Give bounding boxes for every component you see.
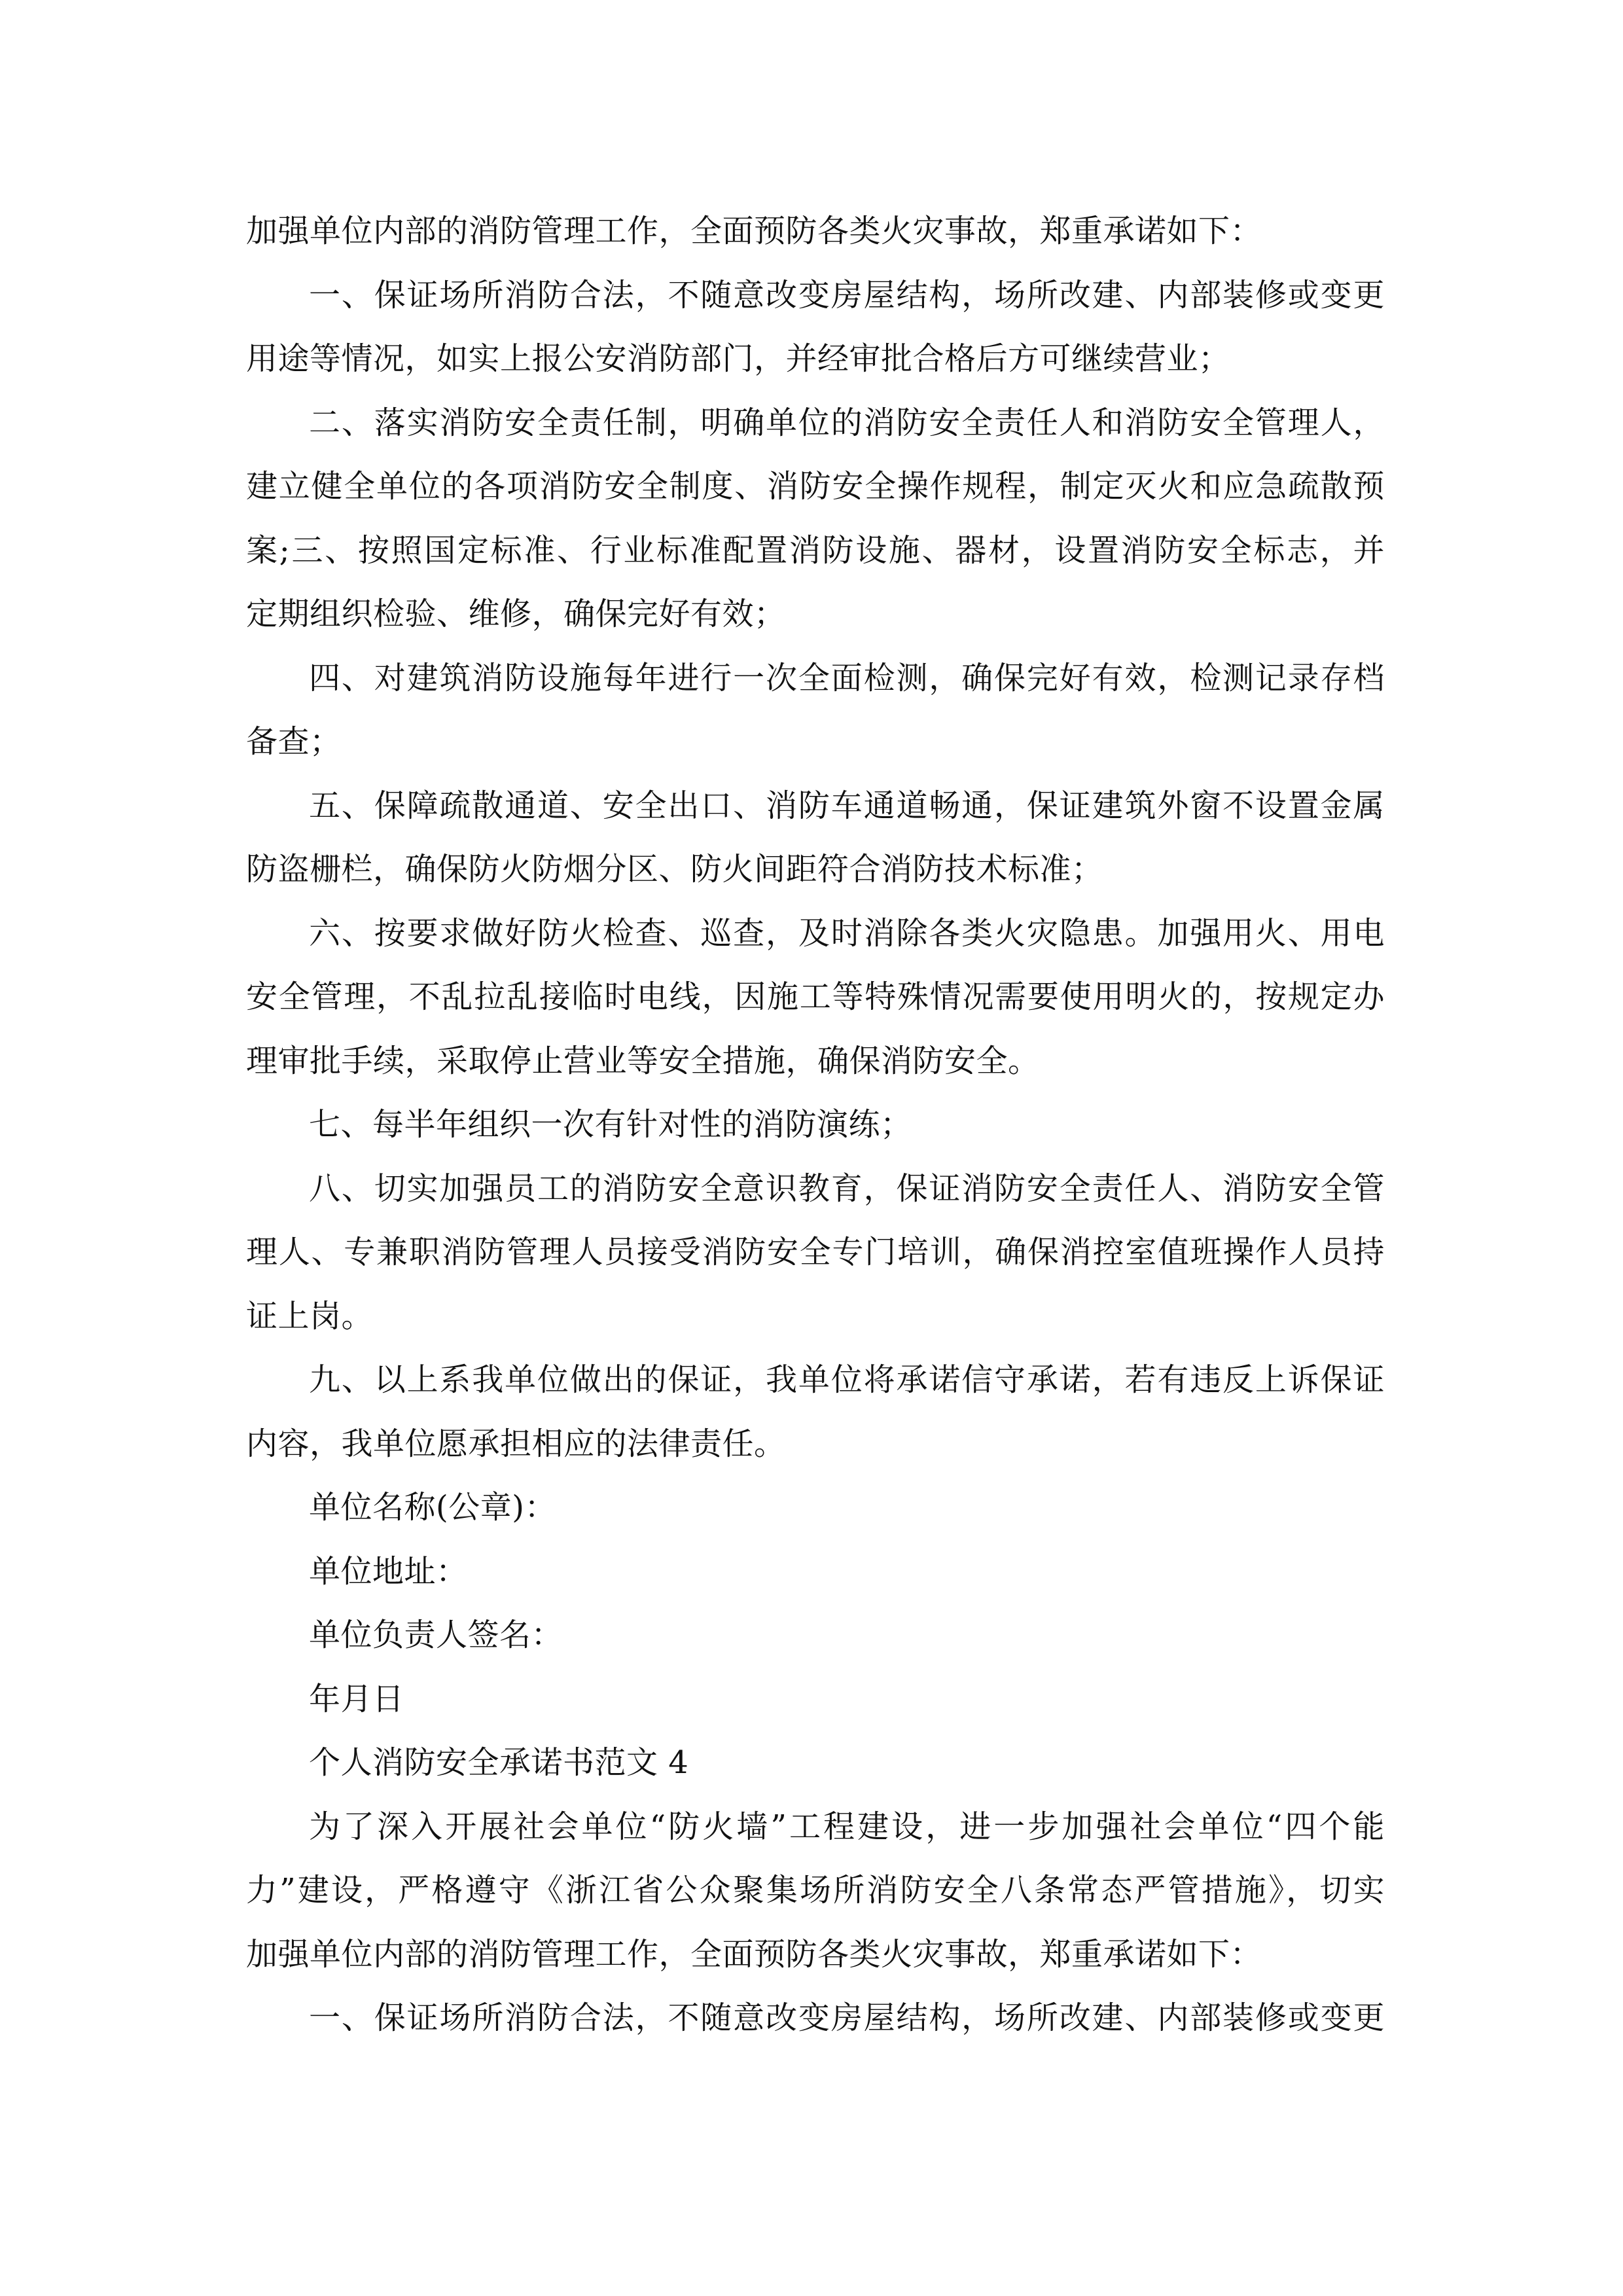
text-line: 定期组织检验、维修，确保完好有效； bbox=[246, 596, 786, 632]
text-line: 年月日 bbox=[309, 1680, 404, 1717]
text-line: 备查； bbox=[246, 723, 342, 760]
text-line: 加强单位内部的消防管理工作，全面预防各类火灾事故，郑重承诺如下： bbox=[246, 1935, 1262, 1973]
text-line: 个人消防安全承诺书范文 4 bbox=[309, 1744, 689, 1781]
text-line: 八、切实加强员工的消防安全意识教育，保证消防安全责任人、消防安全管 bbox=[309, 1170, 1385, 1207]
text-line: 二、落实消防安全责任制，明确单位的消防安全责任人和消防安全管理人， bbox=[309, 404, 1385, 441]
text-line: 单位地址： bbox=[309, 1552, 468, 1590]
text-line: 用途等情况，如实上报公安消防部门，并经审批合格后方可继续营业； bbox=[246, 340, 1230, 377]
text-line: 单位负责人签名： bbox=[309, 1617, 563, 1653]
text-line: 建立健全单位的各项消防安全制度、消防安全操作规程，制定灭火和应急疏散预 bbox=[246, 468, 1385, 505]
text-line: 单位名称(公章)： bbox=[309, 1489, 556, 1526]
text-line: 九、以上系我单位做出的保证，我单位将承诺信守承诺，若有违反上诉保证 bbox=[309, 1361, 1385, 1398]
text-line: 内容，我单位愿承担相应的法律责任。 bbox=[246, 1425, 786, 1462]
text-line: 理审批手续，采取停止营业等安全措施，确保消防安全。 bbox=[246, 1042, 1040, 1079]
text-line: 四、对建筑消防设施每年进行一次全面检测，确保完好有效，检测记录存档 bbox=[309, 659, 1385, 696]
text-line: 六、按要求做好防火检查、巡查，及时消除各类火灾隐患。加强用火、用电 bbox=[309, 914, 1385, 952]
text-line: 加强单位内部的消防管理工作，全面预防各类火灾事故，郑重承诺如下： bbox=[246, 213, 1262, 249]
text-line: 防盗栅栏，确保防火防烟分区、防火间距符合消防技术标准； bbox=[246, 851, 1103, 888]
text-line: 安全管理，不乱拉乱接临时电线，因施工等特殊情况需要使用明火的，按规定办 bbox=[246, 978, 1385, 1015]
text-line: 一、保证场所消防合法，不随意改变房屋结构，场所改建、内部装修或变更 bbox=[309, 2000, 1385, 2036]
text-line: 五、保障疏散通道、安全出口、消防车通道畅通，保证建筑外窗不设置金属 bbox=[309, 787, 1385, 824]
text-line: 证上岗。 bbox=[246, 1297, 374, 1335]
text-line: 七、每半年组织一次有针对性的消防演练； bbox=[309, 1106, 912, 1143]
text-line: 案;三、按照国定标准、行业标准配置消防设施、器材，设置消防安全标志，并 bbox=[246, 531, 1385, 569]
document-body bbox=[246, 200, 1385, 2051]
text-line: 理人、专兼职消防管理人员接受消防安全专门培训，确保消控室值班操作人员持 bbox=[246, 1234, 1385, 1270]
text-line: 一、保证场所消防合法，不随意改变房屋结构，场所改建、内部装修或变更 bbox=[309, 276, 1385, 314]
text-line: 力”建设，严格遵守《浙江省公众聚集场所消防安全八条常态严管措施》，切实 bbox=[246, 1872, 1385, 1909]
text-line: 为了深入开展社会单位“防火墙”工程建设，进一步加强社会单位“四个能 bbox=[309, 1808, 1385, 1845]
